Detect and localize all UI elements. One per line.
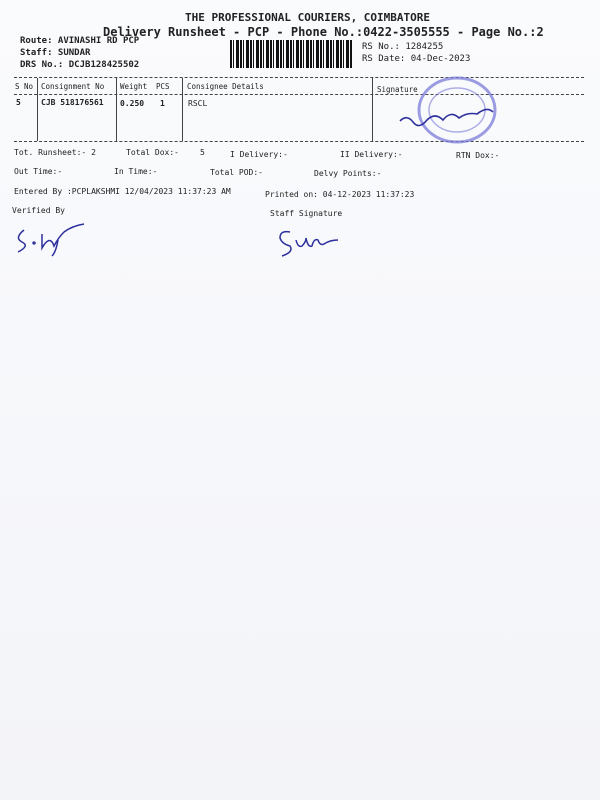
i-delivery: I Delivery:- — [230, 150, 288, 159]
barcode — [230, 40, 353, 68]
table-cell-consignment: CJB 518176561 — [41, 98, 104, 107]
column-header-sno: S No — [15, 82, 34, 91]
column-header-weight: Weight — [120, 82, 148, 91]
in-time: In Time:- — [114, 167, 158, 176]
tot-runsheet: Tot. Runsheet:- 2 — [14, 148, 96, 157]
column-header-consignment: Consignment No — [41, 82, 105, 91]
column-divider — [116, 78, 117, 141]
column-header-consignee: Consignee Details — [187, 82, 264, 91]
document-title: Delivery Runsheet - PCP - Phone No.:0422-3505555 - Page No.:2 — [103, 25, 544, 39]
rs-number: RS No.: 1284255 — [362, 42, 444, 52]
column-header-pcs: PCS — [156, 82, 170, 91]
verifier-signature — [12, 220, 92, 260]
column-header-signature: Signature — [377, 85, 418, 94]
total-dox-label: Total Dox:- — [126, 148, 179, 157]
column-divider — [37, 78, 38, 141]
printed-on: Printed on: 04-12-2023 11:37:23 — [265, 190, 415, 199]
column-divider — [182, 78, 183, 141]
rtn-dox: RTN Dox:- — [456, 151, 500, 160]
receiver-stamp — [395, 76, 505, 146]
out-time: Out Time:- — [14, 167, 63, 176]
table-cell-consignee: RSCL — [188, 99, 208, 108]
drs-number: DRS No.: DCJB128425502 — [20, 60, 140, 70]
rs-date: RS Date: 04-Dec-2023 — [362, 54, 471, 64]
total-pod: Total POD:- — [210, 168, 263, 177]
staff-signature-label: Staff Signature — [270, 209, 343, 218]
table-cell-weight: 0.250 — [120, 99, 145, 108]
route: Route: AVINASHI RD PCP — [20, 36, 140, 46]
column-divider — [372, 78, 373, 141]
delvy-points: Delvy Points:- — [314, 169, 382, 178]
staff-signature — [272, 222, 342, 262]
total-dox-value: 5 — [200, 148, 205, 157]
table-cell-sno: 5 — [16, 98, 21, 107]
ii-delivery: II Delivery:- — [340, 150, 403, 159]
company-name: THE PROFESSIONAL COURIERS, COIMBATORE — [185, 11, 431, 24]
table-cell-pcs: 1 — [160, 99, 165, 108]
staff: Staff: SUNDAR — [20, 48, 91, 58]
entered-by: Entered By :PCPLAKSHMI 12/04/2023 11:37:23 AM — [14, 187, 231, 196]
verified-by-label: Verified By — [12, 206, 65, 215]
